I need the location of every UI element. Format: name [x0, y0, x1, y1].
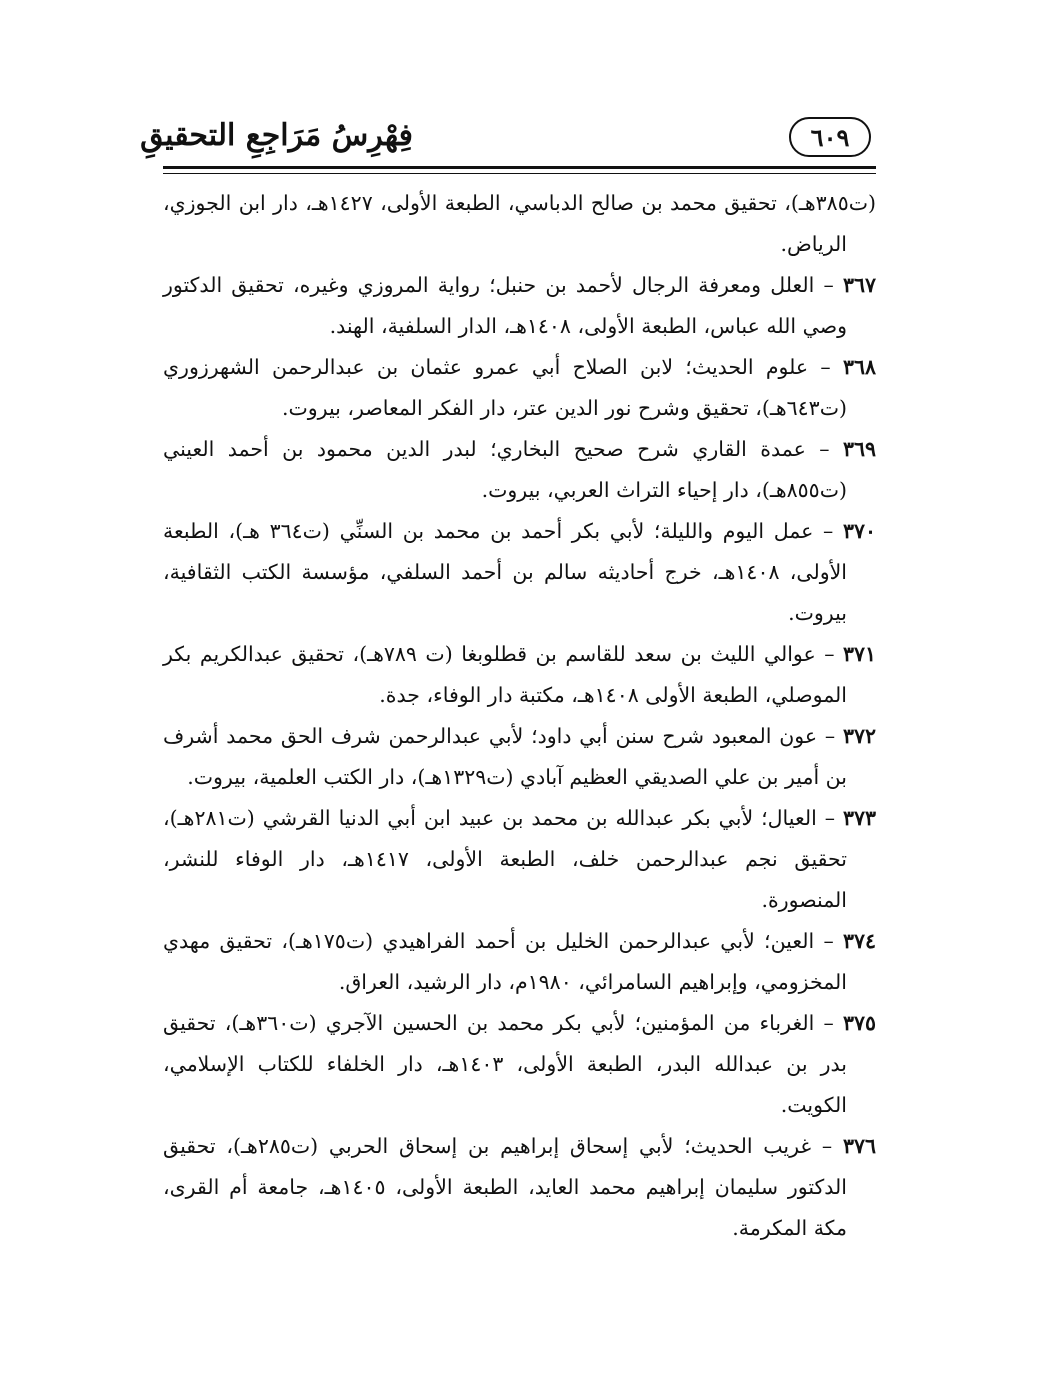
entry-text: – عمدة القاري شرح صحيح البخاري؛ لبدر الدين محمود بن أحمد العيني (ت٨٥٥هـ)، دار إحياء التراث العربي، بيروت.: [163, 437, 847, 502]
header-rule-thin: [163, 173, 876, 174]
bibliography-entry: [163, 798, 876, 921]
entry-text: – عوالي الليث بن سعد للقاسم بن قطلوبغا (ت ٧٨٩هـ)، تحقيق عبدالكريم بكر الموصلي، الطبعة الأولى ١٤٠٨هـ، مكتبة دار الوفاء، جدة.: [163, 642, 847, 707]
bibliography-entry: [163, 347, 876, 429]
page-number-text: ٦٠٩: [810, 122, 850, 152]
entry-text: – عون المعبود شرح سنن أبي داود؛ لأبي عبدالرحمن شرف الحق محمد أشرف بن أمير بن علي الصديقي العظيم آبادي (ت١٣٢٩هـ)، دار الكتب العلمية، بيروت.: [163, 724, 847, 789]
entry-number: ٣٦٨: [842, 355, 876, 379]
entry-number: ٣٧٣: [842, 806, 876, 830]
bibliography-list: [163, 183, 876, 1249]
entry-text: – العيال؛ لأبي بكر عبدالله بن محمد بن عبيد ابن أبي الدنيا القرشي (ت٢٨١هـ)، تحقيق نجم عبدالرحمن خلف، الطبعة الأولى، ١٤١٧هـ، دار الوفاء للنشر، المنصورة.: [163, 806, 847, 912]
entry-text: – عمل اليوم والليلة؛ لأبي بكر أحمد بن محمد بن السنِّي (ت٣٦٤ هـ)، الطبعة الأولى، ١٤٠٨هـ، خرج أحاديثه سالم بن أحمد السلفي، مؤسسة الكتب الثقافية، بيروت.: [163, 519, 847, 625]
entry-text: – العلل ومعرفة الرجال لأحمد بن حنبل؛ رواية المروزي وغيره، تحقيق الدكتور وصي الله عباس، الطبعة الأولى، ١٤٠٨هـ، الدار السلفية، الهند.: [163, 273, 847, 338]
entry-number: ٣٦٩: [842, 437, 876, 461]
page-number: [789, 117, 871, 157]
bibliography-entry: [163, 511, 876, 634]
bibliography-entry: [163, 716, 876, 798]
bibliography-entry: [163, 1126, 876, 1249]
entry-number: ٣٧١: [842, 642, 876, 666]
entry-text: – الغرباء من المؤمنين؛ لأبي بكر محمد بن الحسين الآجري (ت٣٦٠هـ)، تحقيق بدر بن عبدالله البدر، الطبعة الأولى، ١٤٠٣هـ، دار الخلفاء للكتاب الإسلامي، الكويت.: [163, 1011, 847, 1117]
bibliography-entry: [163, 429, 876, 511]
bibliography-entry-continued: [163, 183, 876, 265]
entry-text: – العين؛ لأبي عبدالرحمن الخليل بن أحمد الفراهيدي (ت١٧٥هـ)، تحقيق مهدي المخزومي، وإبراهيم السامرائي، ١٩٨٠م، دار الرشيد، العراق.: [163, 929, 847, 994]
entry-text: (ت٣٨٥هـ)، تحقيق محمد بن صالح الدباسي، الطبعة الأولى، ١٤٢٧هـ، دار ابن الجوزي، الرياض.: [163, 191, 877, 256]
page-title: فِهْرِسُ مَرَاجِعِ التحقيقِ: [140, 118, 413, 153]
bibliography-entry: [163, 921, 876, 1003]
bibliography-entry: [163, 634, 876, 716]
entry-number: ٣٧٢: [842, 724, 876, 748]
entry-number: ٣٧٦: [842, 1134, 877, 1158]
entry-text: – غريب الحديث؛ لأبي إسحاق إبراهيم بن إسحاق الحربي (ت٢٨٥هـ)، تحقيق الدكتور سليمان إبراهيم محمد العايد، الطبعة الأولى، ١٤٠٥هـ، جامعة أم القرى، مكة المكرمة.: [163, 1134, 847, 1240]
entry-number: ٣٧٤: [842, 929, 876, 953]
entry-number: ٣٧٠: [842, 519, 876, 543]
bibliography-entry: [163, 1003, 876, 1126]
bibliography-entry: [163, 265, 876, 347]
entry-text: – علوم الحديث؛ لابن الصلاح أبي عمرو عثمان بن عبدالرحمن الشهرزوري (ت٦٤٣هـ)، تحقيق وشرح نور الدين عتر، دار الفكر المعاصر، بيروت.: [163, 355, 847, 420]
entry-number: ٣٧٥: [842, 1011, 876, 1035]
header-rule-thick: [163, 166, 876, 169]
entry-number: ٣٦٧: [842, 273, 876, 297]
